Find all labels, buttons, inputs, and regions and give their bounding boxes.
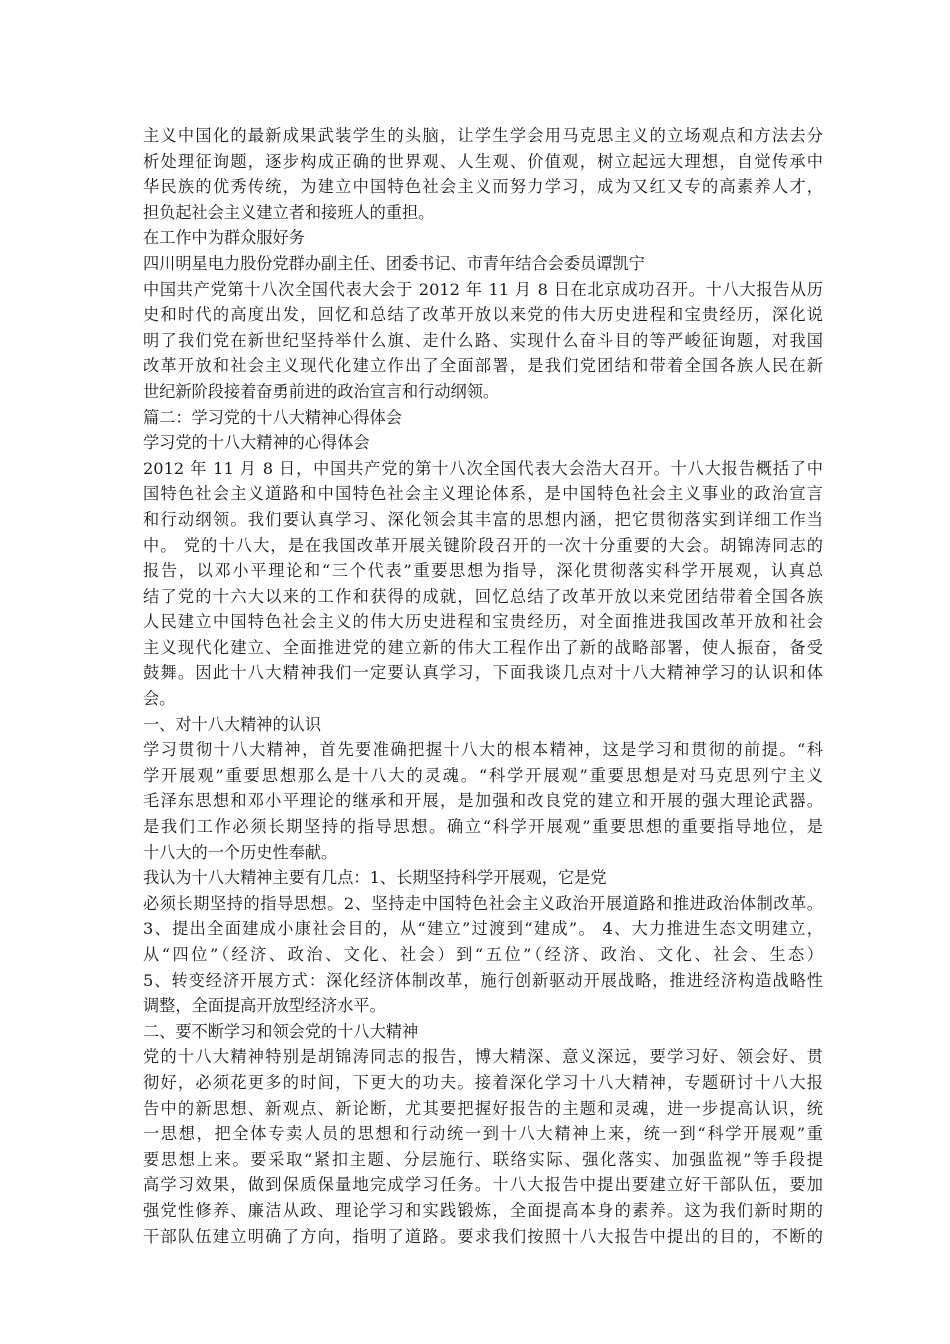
text-line: 史和时代的高度出发，回忆和总结了改革开放以来党的伟大历史进程和宝贵经历，深化说: [143, 305, 823, 325]
text-line: 人民建立中国特色社会主义的伟大历史进程和宝贵经历，对全面推进我国改革开放和社会: [143, 612, 823, 632]
text-line: 干部队伍建立明确了方向，指明了道路。要求我们按照十八大报告中提出的目的，不断的: [143, 1226, 823, 1246]
text-line: 报告，以邓小平理论和“三个代表”重要思想为指导，深化贯彻落实科学开展观，认真总: [143, 561, 823, 581]
text-line: 调整，全面提高开放型经济水平。: [143, 996, 386, 1016]
text-line: 主义中国化的最新成果武装学生的头脑，让学生学会用马克思主义的立场观点和方法去分: [143, 126, 823, 145]
text-line: 和行动纲领。我们要认真学习、深化领会其丰富的思想内涵，把它贯彻落实到详细工作当: [143, 509, 823, 529]
text-line: 四川明星电力股份党群办副主任、团委书记、市青年结合会委员谭凯宁: [143, 253, 645, 273]
text-line: 一、对十八大精神的认识: [143, 714, 322, 734]
text-line: 党的十八大精神特别是胡锦涛同志的报告，博大精深、意义深远，要学习好、领会好、贯: [143, 1047, 823, 1067]
text-line: 学习党的十八大精神的心得体会: [143, 433, 370, 453]
text-line: 在工作中为群众服好务: [143, 228, 305, 248]
text-line: 高学习效果，做到保质保量地完成学习任务。十八大报告中提出要建立好干部队伍，要加: [143, 1175, 823, 1195]
text-line: 改革开放和社会主义现代化建立作出了全面部署，是我们党团结和带着全国各族人民在新: [143, 356, 823, 376]
text-line: 3、提出全面建成小康社会目的，从“建立”过渡到“建成”。 4、大力推进生态文明建立，: [143, 919, 823, 939]
text-line: 彻好，必须花更多的时间，下更大的功夫。接着深化学习十八大精神，专题研讨十八大报: [143, 1072, 823, 1092]
text-line: 会。: [143, 689, 176, 709]
text-line: 析处理征询题，逐步构成正确的世界观、人生观、价值观，树立起远大理想，自觉传承中: [143, 151, 823, 171]
text-line: 十八大的一个历史性奉献。: [143, 842, 338, 862]
text-line: 2012 年 11 月 8 日，中国共产党的第十八次全国代表大会浩大召开。十八大报告概括了中: [143, 458, 823, 478]
text-line: 明了我们党在新世纪坚持举什么旗、走什么路、实现什么奋斗目的等严峻征询题，对我国: [143, 330, 823, 350]
text-line: 世纪新阶段接着奋勇前进的政治宣言和行动纲领。: [143, 381, 500, 401]
text-line: 要思想上来。要采取“紧扣主题、分层施行、联络实际、强化落实、加强监视”等手段提: [143, 1149, 823, 1169]
text-line: 一思想，把全体专卖人员的思想和行动统一到十八大精神上来，统一到“科学开展观”重: [143, 1124, 823, 1144]
text-line: 告中的新思想、新观点、新论断，尤其要把握好报告的主题和灵魂，进一步提高认识，统: [143, 1098, 823, 1118]
text-line: 学开展观”重要思想那么是十八大的灵魂。“科学开展观”重要思想是对马克思列宁主义: [143, 765, 823, 785]
text-line: 二、要不断学习和领会党的十八大精神: [143, 1021, 419, 1041]
text-line: 5、转变经济开展方式：深化经济体制改革，施行创新驱动开展战略，推进经济构造战略性: [143, 970, 823, 990]
document-body: [143, 123, 823, 1249]
text-line: 担负起社会主义建立者和接班人的重担。: [143, 202, 435, 222]
text-line: 篇二：学习党的十八大精神心得体会: [143, 407, 402, 427]
text-line: 必须长期坚持的指导思想。2、坚持走中国特色社会主义政治开展道路和推进政治体制改革。: [143, 893, 823, 913]
text-line: 华民族的优秀传统，为建立中国特色社会主义而努力学习，成为又红又专的高素养人才，: [143, 177, 823, 197]
text-line: 中。 党的十八大，是在我国改革开展关键阶段召开的一次十分重要的大会。胡锦涛同志的: [143, 535, 823, 555]
text-line: 结了党的十六大以来的工作和获得的成就，回忆总结了改革开放以来党团结带着全国各族: [143, 586, 823, 606]
text-line: 学习贯彻十八大精神，首先要准确把握十八大的根本精神，这是学习和贯彻的前提。“科: [143, 740, 823, 760]
text-line: 我认为十八大精神主要有几点：1、长期坚持科学开展观，它是党: [143, 868, 607, 888]
text-line: 是我们工作必须长期坚持的指导思想。确立“科学开展观”重要思想的重要指导地位，是: [143, 817, 823, 837]
text-line: 强党性修养、廉洁从政、理论学习和实践锻炼，全面提高本身的素养。这为我们新时期的: [143, 1200, 823, 1220]
text-line: 毛泽东思想和邓小平理论的继承和开展，是加强和改良党的建立和开展的强大理论武器。: [143, 791, 823, 811]
text-line: 从“四位”（经济、政治、文化、社会）到“五位”（经济、政治、文化、社会、生态）: [143, 945, 823, 964]
text-line: 鼓舞。因此十八大精神我们一定要认真学习，下面我谈几点对十八大精神学习的认识和体: [143, 663, 823, 683]
text-line: 国特色社会主义道路和中国特色社会主义理论体系，是中国特色社会主义事业的政治宣言: [143, 484, 823, 504]
text-line: 中国共产党第十八次全国代表大会于 2012 年 11 月 8 日在北京成功召开。十八大报告从历: [143, 279, 823, 299]
text-line: 主义现代化建立、全面推进党的建立新的伟大工程作出了新的战略部署，使人振奋，备受: [143, 637, 823, 657]
